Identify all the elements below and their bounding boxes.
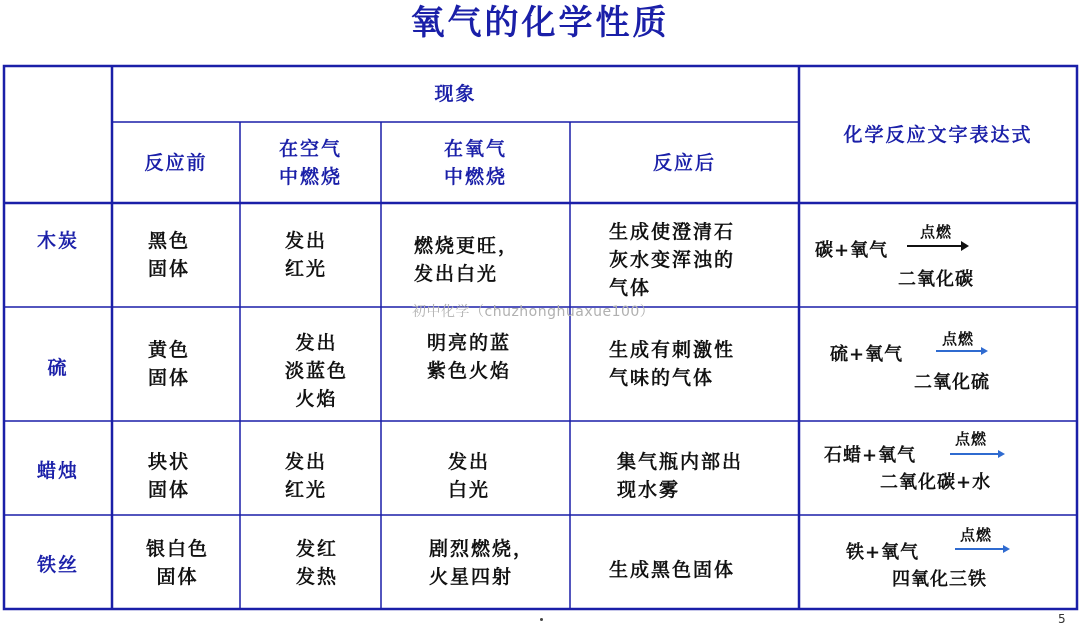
header-equation	[799, 66, 1077, 203]
cell-line: 块状	[148, 451, 191, 473]
cell-in-air	[285, 448, 327, 504]
cell-in-air	[285, 227, 327, 283]
reaction-arrow-icon	[955, 544, 1010, 554]
header-in-air-line1: 在空气	[278, 137, 342, 160]
cell-after	[609, 336, 735, 392]
cell-line: 气体	[609, 277, 652, 299]
header-before-text: 反应前	[144, 151, 208, 174]
cell-line: 明亮的蓝	[427, 332, 512, 354]
cell-line: 发热	[296, 566, 339, 588]
header-in-oxygen	[381, 122, 570, 203]
equation-condition: 点燃	[920, 223, 953, 241]
cell-line: 生成有刺激性	[609, 339, 736, 361]
cell-line: 固体	[148, 479, 191, 501]
cell-line: 紫色火焰	[427, 360, 512, 382]
cell-before	[148, 448, 190, 504]
cell-line: 固体	[148, 258, 191, 280]
cell-line: 白光	[448, 479, 491, 501]
header-phenomenon	[112, 66, 799, 122]
cell-after	[617, 448, 743, 504]
cell-after	[609, 218, 735, 302]
equation-product: 二氧化硫	[914, 372, 990, 393]
cell-line: 现水雾	[617, 479, 681, 501]
cell-line: 剧烈燃烧，	[429, 538, 535, 560]
header-after	[570, 122, 799, 203]
page-number: 5	[1058, 612, 1066, 626]
row-name-text: 蜡烛	[36, 460, 79, 482]
equation-reactants: 碳+氧气	[815, 240, 889, 261]
reaction-arrow-icon	[936, 346, 988, 356]
cell-line: 发出	[285, 451, 328, 473]
row-name-text: 铁丝	[36, 554, 79, 576]
cell-line: 发出	[285, 230, 328, 252]
row-name-candle	[4, 433, 112, 509]
row-name-text: 硫	[47, 357, 69, 379]
cell-line: 发出	[295, 332, 338, 354]
equation-reactants: 铁+氧气	[846, 542, 920, 563]
cell-line: 发红	[296, 538, 339, 560]
cell-line: 固体	[148, 367, 191, 389]
reaction-arrow-icon	[907, 240, 969, 252]
watermark: 初中化学（chuzhonghuaxue100）	[412, 304, 655, 320]
row-name-charcoal	[4, 203, 112, 279]
cell-line: 燃烧更旺，	[414, 235, 520, 257]
page-title: 氧气的化学性质	[410, 3, 670, 43]
cell-in-oxygen	[429, 535, 534, 591]
cell-before	[146, 535, 209, 591]
header-in-air-line2: 中燃烧	[278, 165, 342, 188]
cell-line: 气味的气体	[609, 367, 715, 389]
cell-line: 集气瓶内部出	[617, 451, 744, 473]
footer-dot	[540, 618, 543, 621]
equation-condition: 点燃	[960, 526, 993, 544]
equation-condition: 点燃	[955, 430, 988, 448]
cell-in-air	[285, 329, 348, 413]
equation-reactants: 硫+氧气	[830, 344, 904, 365]
header-phenomenon-text: 现象	[434, 83, 477, 105]
header-after-text: 反应后	[652, 151, 716, 174]
row-name-sulfur	[4, 330, 112, 406]
cell-line: 灰水变浑浊的	[609, 249, 736, 271]
equation-product: 四氧化三铁	[892, 569, 987, 590]
reaction-arrow-icon	[950, 449, 1005, 459]
cell-line: 黑色	[148, 230, 191, 252]
row-name-iron-wire	[4, 527, 112, 603]
cell-line: 发出白光	[414, 263, 499, 285]
cell-line: 黄色	[148, 339, 191, 361]
header-equation-text: 化学反应文字表达式	[843, 123, 1033, 146]
cell-line: 火焰	[295, 388, 338, 410]
row-name-text: 木炭	[36, 230, 79, 252]
equation-product: 二氧化碳+水	[880, 472, 992, 493]
equation-reactants: 石蜡+氧气	[824, 445, 917, 466]
cell-before	[148, 336, 190, 392]
cell-in-air	[296, 535, 338, 591]
cell-in-oxygen	[448, 448, 490, 504]
cell-in-oxygen	[427, 329, 511, 385]
header-in-oxygen-line1: 在氧气	[443, 137, 507, 160]
cell-after	[609, 556, 735, 584]
cell-line: 生成黑色固体	[609, 559, 736, 581]
equation-condition: 点燃	[942, 330, 975, 348]
cell-line: 固体	[156, 566, 199, 588]
cell-line: 淡蓝色	[285, 360, 349, 382]
cell-line: 红光	[285, 479, 328, 501]
cell-line: 发出	[448, 451, 491, 473]
equation-product: 二氧化碳	[898, 269, 974, 290]
cell-line: 火星四射	[429, 566, 514, 588]
header-in-oxygen-line2: 中燃烧	[443, 165, 507, 188]
cell-line: 生成使澄清石	[609, 221, 736, 243]
cell-line: 红光	[285, 258, 328, 280]
header-before	[112, 122, 240, 203]
cell-line: 银白色	[146, 538, 210, 560]
cell-before	[148, 227, 190, 283]
header-in-air	[240, 122, 381, 203]
cell-in-oxygen	[414, 232, 519, 288]
